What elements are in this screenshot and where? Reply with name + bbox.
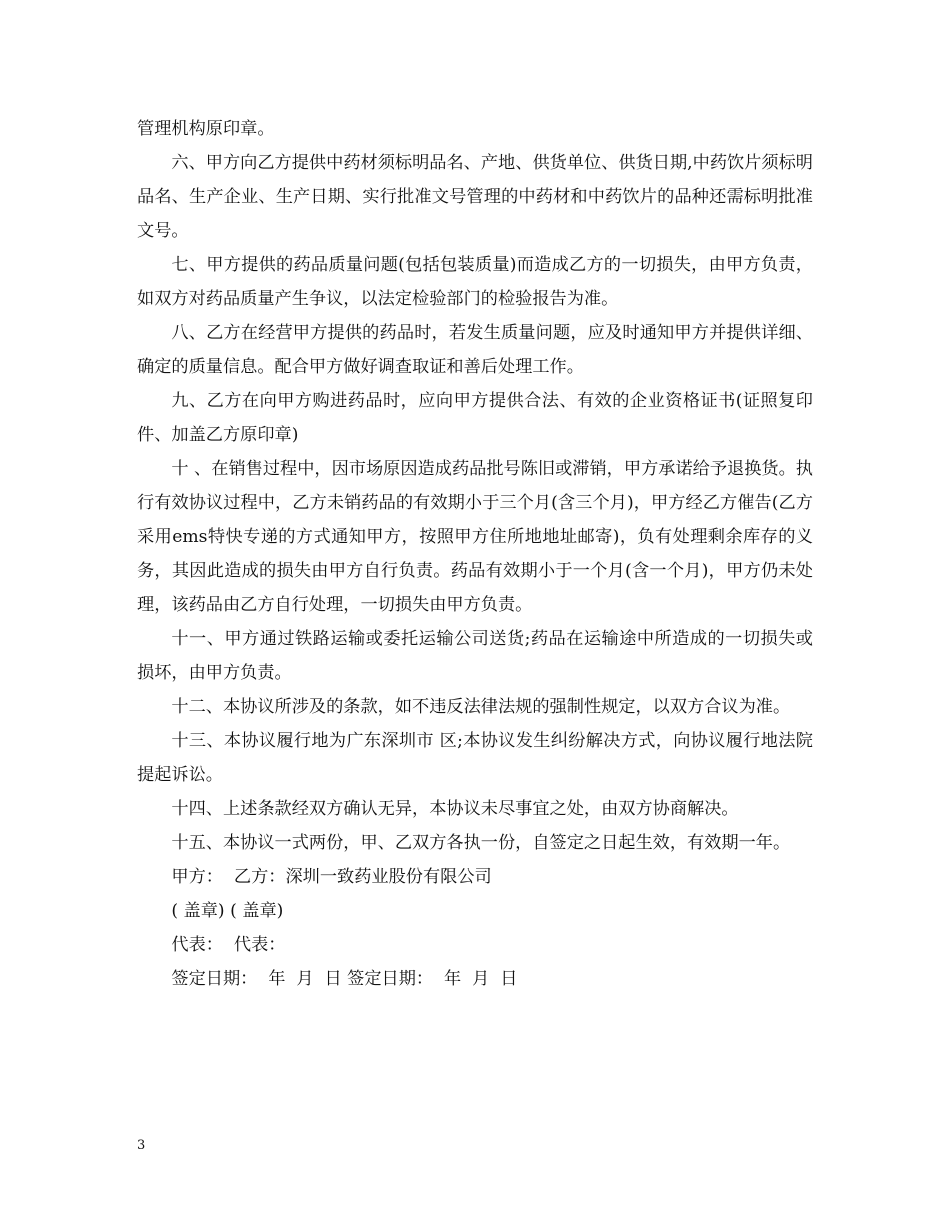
clause-12: 十二、本协议所涉及的条款，如不违反法律法规的强制性规定，以双方合议为准。: [171, 697, 791, 717]
signature-parties: 甲方： 乙方：深圳一致药业股份有限公司: [171, 867, 492, 887]
page-number: 3: [137, 1138, 146, 1153]
contract-body: [137, 112, 813, 996]
paragraph-continuation: 管理机构原印章。: [137, 119, 275, 139]
clause-15: 十五、本协议一式两份，甲、乙双方各执一份，自签定之日起生效，有效期一年。: [171, 833, 791, 853]
clause-14: 十四、上述条款经双方确认无异，本协议未尽事宜之处，由双方协商解决。: [171, 799, 739, 819]
clause-7: 七、甲方提供的药品质量问题(包括包装质量)而造成乙方的一切损失，由甲方负责，如双方对药品质量产生争议，以法定检验部门的检验报告为准。: [137, 255, 813, 309]
signature-representatives: 代表： 代表：: [171, 935, 286, 955]
clause-10: 十 、在销售过程中，因市场原因造成药品批号陈旧或滞销，甲方承诺给予退换货。执行有效协议过程中，乙方未销药品的有效期小于三个月(含三个月)，甲方经乙方催告(乙方采用ems特快专递的方式通知甲方，按照甲方住所地地址邮寄)，负有处理剩余库存的义务，其因此造成的损失由甲方自行负责。药品有效期小于一个月(含一个月)，甲方仍未处理，该药品由乙方自行处理，一切损失由甲方负责。: [137, 459, 813, 615]
clause-9: 九、乙方在向甲方购进药品时，应向甲方提供合法、有效的企业资格证书(证照复印件、加盖乙方原印章): [137, 391, 813, 445]
clause-13: 十三、本协议履行地为广东深圳市 区;本协议发生纠纷解决方式，向协议履行地法院提起诉讼。: [137, 731, 813, 785]
clause-6: 六、甲方向乙方提供中药材须标明品名、产地、供货单位、供货日期,中药饮片须标明品名、生产企业、生产日期、实行批准文号管理的中药材和中药饮片的品种还需标明批准文号。: [137, 153, 813, 241]
clause-8: 八、乙方在经营甲方提供的药品时，若发生质量问题，应及时通知甲方并提供详细、确定的质量信息。配合甲方做好调查取证和善后处理工作。: [137, 323, 813, 377]
signature-seals: ( 盖章) ( 盖章): [171, 901, 284, 921]
signature-dates: 签定日期： 年 月 日 签定日期： 年 月 日: [171, 969, 518, 989]
clause-11: 十一、甲方通过铁路运输或委托运输公司送货;药品在运输途中所造成的一切损失或损坏，由甲方负责。: [137, 629, 813, 683]
